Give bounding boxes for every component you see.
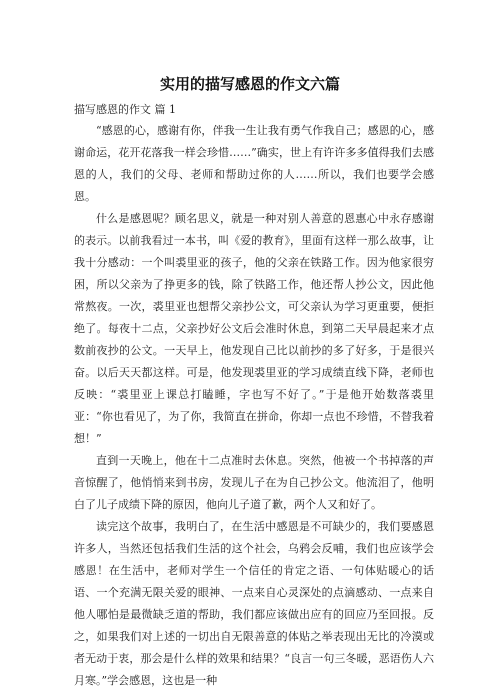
paragraph-2: 什么是感恩呢？顾名思义，就是一种对别人善意的恩惠心中永存感谢的表示。以前我看过一本书，叫《爱的教育》，里面有这样一那么故事，让我十分感动：一个叫裘里亚的孩子，他的父亲在铁路工作。因为他家很穷困，所以父亲为了挣更多的钱，除了铁路工作，他还帮人抄公文，因此他常熬夜。一次，裘里亚也想帮父亲抄公文，可父亲认为学习更重要，便拒绝了。每夜十二点，父亲抄好公文后会准时休息，到第二天早晨起来才点数前夜抄的公文。一天早上，他发现自己比以前抄的多了好多，于是很兴奋。以后天天都这样。可是，他发现裘里亚的学习成绩直线下降，老师也反映：“裘里亚上课总打瞌睡，字也写不好了。”于是他开始数落裘里亚：“你也看见了，为了你，我简直在拼命，你却一点也不珍惜，不替我着想！” <box>74 212 434 445</box>
paragraph-1: “感恩的心，感谢有你，伴我一生让我有勇气作我自己；感恩的心，感谢命运，花开花落我一样会珍惜……”确实，世上有许许多多值得我们去感恩的人，我们的父母、老师和帮助过你的人……所以，我们也要学会感恩。 <box>74 124 434 203</box>
document-title: 实用的描写感恩的作文六篇 <box>159 75 340 93</box>
paragraph-4: 读完这个故事，我明白了，在生活中感恩是不可缺少的，我们要感恩许多人，当然还包括我们生活的这个社会，乌鸦会反哺，我们也应该学会感恩！在生活中，老师对学生一个信任的肯定之语、一句体贴暖心的话语、一个充满无限关爱的眼神、一点来自心灵深处的点滴感动、一点来自他人哪怕是最微缺乏道的帮助，我们都应该做出应有的回应乃至回报。反之，如果我们对上述的一切出自无限善意的体贴之举表现出无比的冷漠或者无动于衷，那会是什么样的效果和结果？“良言一句三冬暖，恶语伤人六月寒。”学会感恩，这也是一种 <box>74 520 434 687</box>
section-heading: 描写感恩的作文 篇 1 <box>74 103 176 116</box>
paragraph-3: 直到一天晚上，他在十二点准时去休息。突然，他被一个书掉落的声音惊醒了，他悄悄来到书房，发现儿子在为自己抄公文。他流泪了，他明白了儿子成绩下降的原因，他向儿子道了歉，两个人又和好了。 <box>74 454 434 511</box>
article-body <box>74 120 434 692</box>
